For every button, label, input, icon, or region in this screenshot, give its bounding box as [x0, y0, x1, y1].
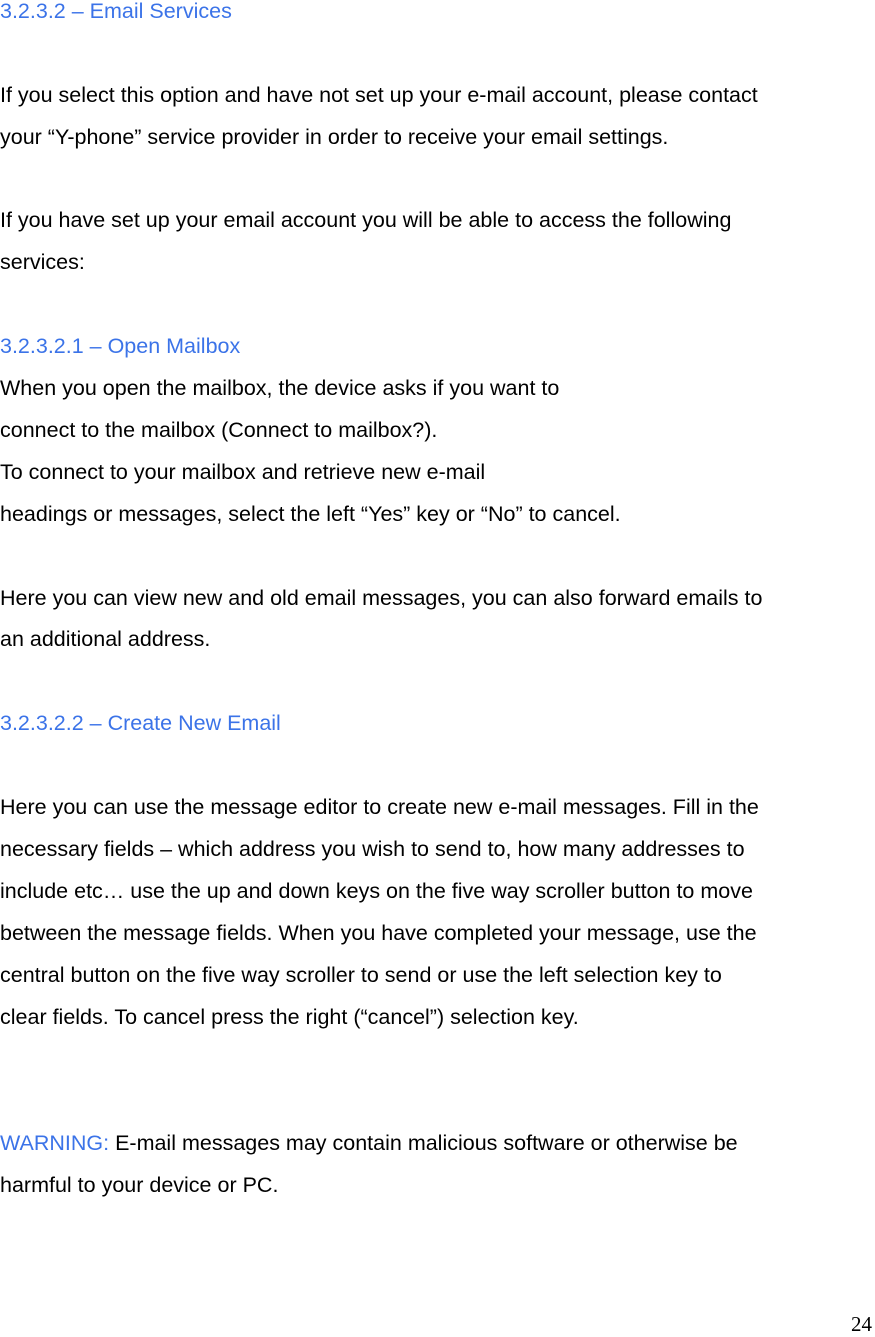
create-email-para1-line5: central button on the five way scroller to send or use the left selection key to	[0, 963, 722, 987]
email-services-para2-line2: services:	[0, 250, 85, 274]
create-email-para1-line4: between the message fields. When you have completed your message, use the	[0, 921, 757, 945]
section-heading-open-mailbox: 3.2.3.2.1 – Open Mailbox	[0, 334, 241, 358]
warning-label: WARNING:	[0, 1131, 110, 1155]
warning-line2: harmful to your device or PC.	[0, 1173, 279, 1197]
page-number: 24	[851, 1312, 872, 1336]
section-heading-email-services: 3.2.3.2 – Email Services	[0, 0, 232, 23]
create-email-para1-line1: Here you can use the message editor to create new e-mail messages. Fill in the	[0, 795, 759, 819]
create-email-para1-line2: necessary fields – which address you wish to send to, how many addresses to	[0, 837, 745, 861]
email-services-para1-line2: your “Y-phone” service provider in order to receive your email settings.	[0, 125, 669, 149]
open-mailbox-para1-line1: When you open the mailbox, the device asks if you want to	[0, 376, 560, 400]
email-services-para2-line1: If you have set up your email account you will be able to access the following	[0, 208, 732, 232]
open-mailbox-para2-line1: Here you can view new and old email messages, you can also forward emails to	[0, 586, 763, 610]
warning-text-line1: E-mail messages may contain malicious software or otherwise be	[109, 1131, 738, 1155]
create-email-para1-line3: include etc… use the up and down keys on the five way scroller button to move	[0, 879, 753, 903]
open-mailbox-para2-line2: an additional address.	[0, 627, 211, 651]
open-mailbox-para1-line2: connect to the mailbox (Connect to mailbox?).	[0, 418, 438, 442]
open-mailbox-para1-line4: headings or messages, select the left “Yes” key or “No” to cancel.	[0, 502, 621, 526]
warning-line1	[0, 1129, 738, 1157]
section-heading-create-new-email: 3.2.3.2.2 – Create New Email	[0, 711, 281, 735]
email-services-para1-line1: If you select this option and have not set up your e-mail account, please contact	[0, 83, 758, 107]
create-email-para1-line6: clear fields. To cancel press the right (“cancel”) selection key.	[0, 1005, 579, 1029]
open-mailbox-para1-line3: To connect to your mailbox and retrieve new e-mail	[0, 460, 486, 484]
